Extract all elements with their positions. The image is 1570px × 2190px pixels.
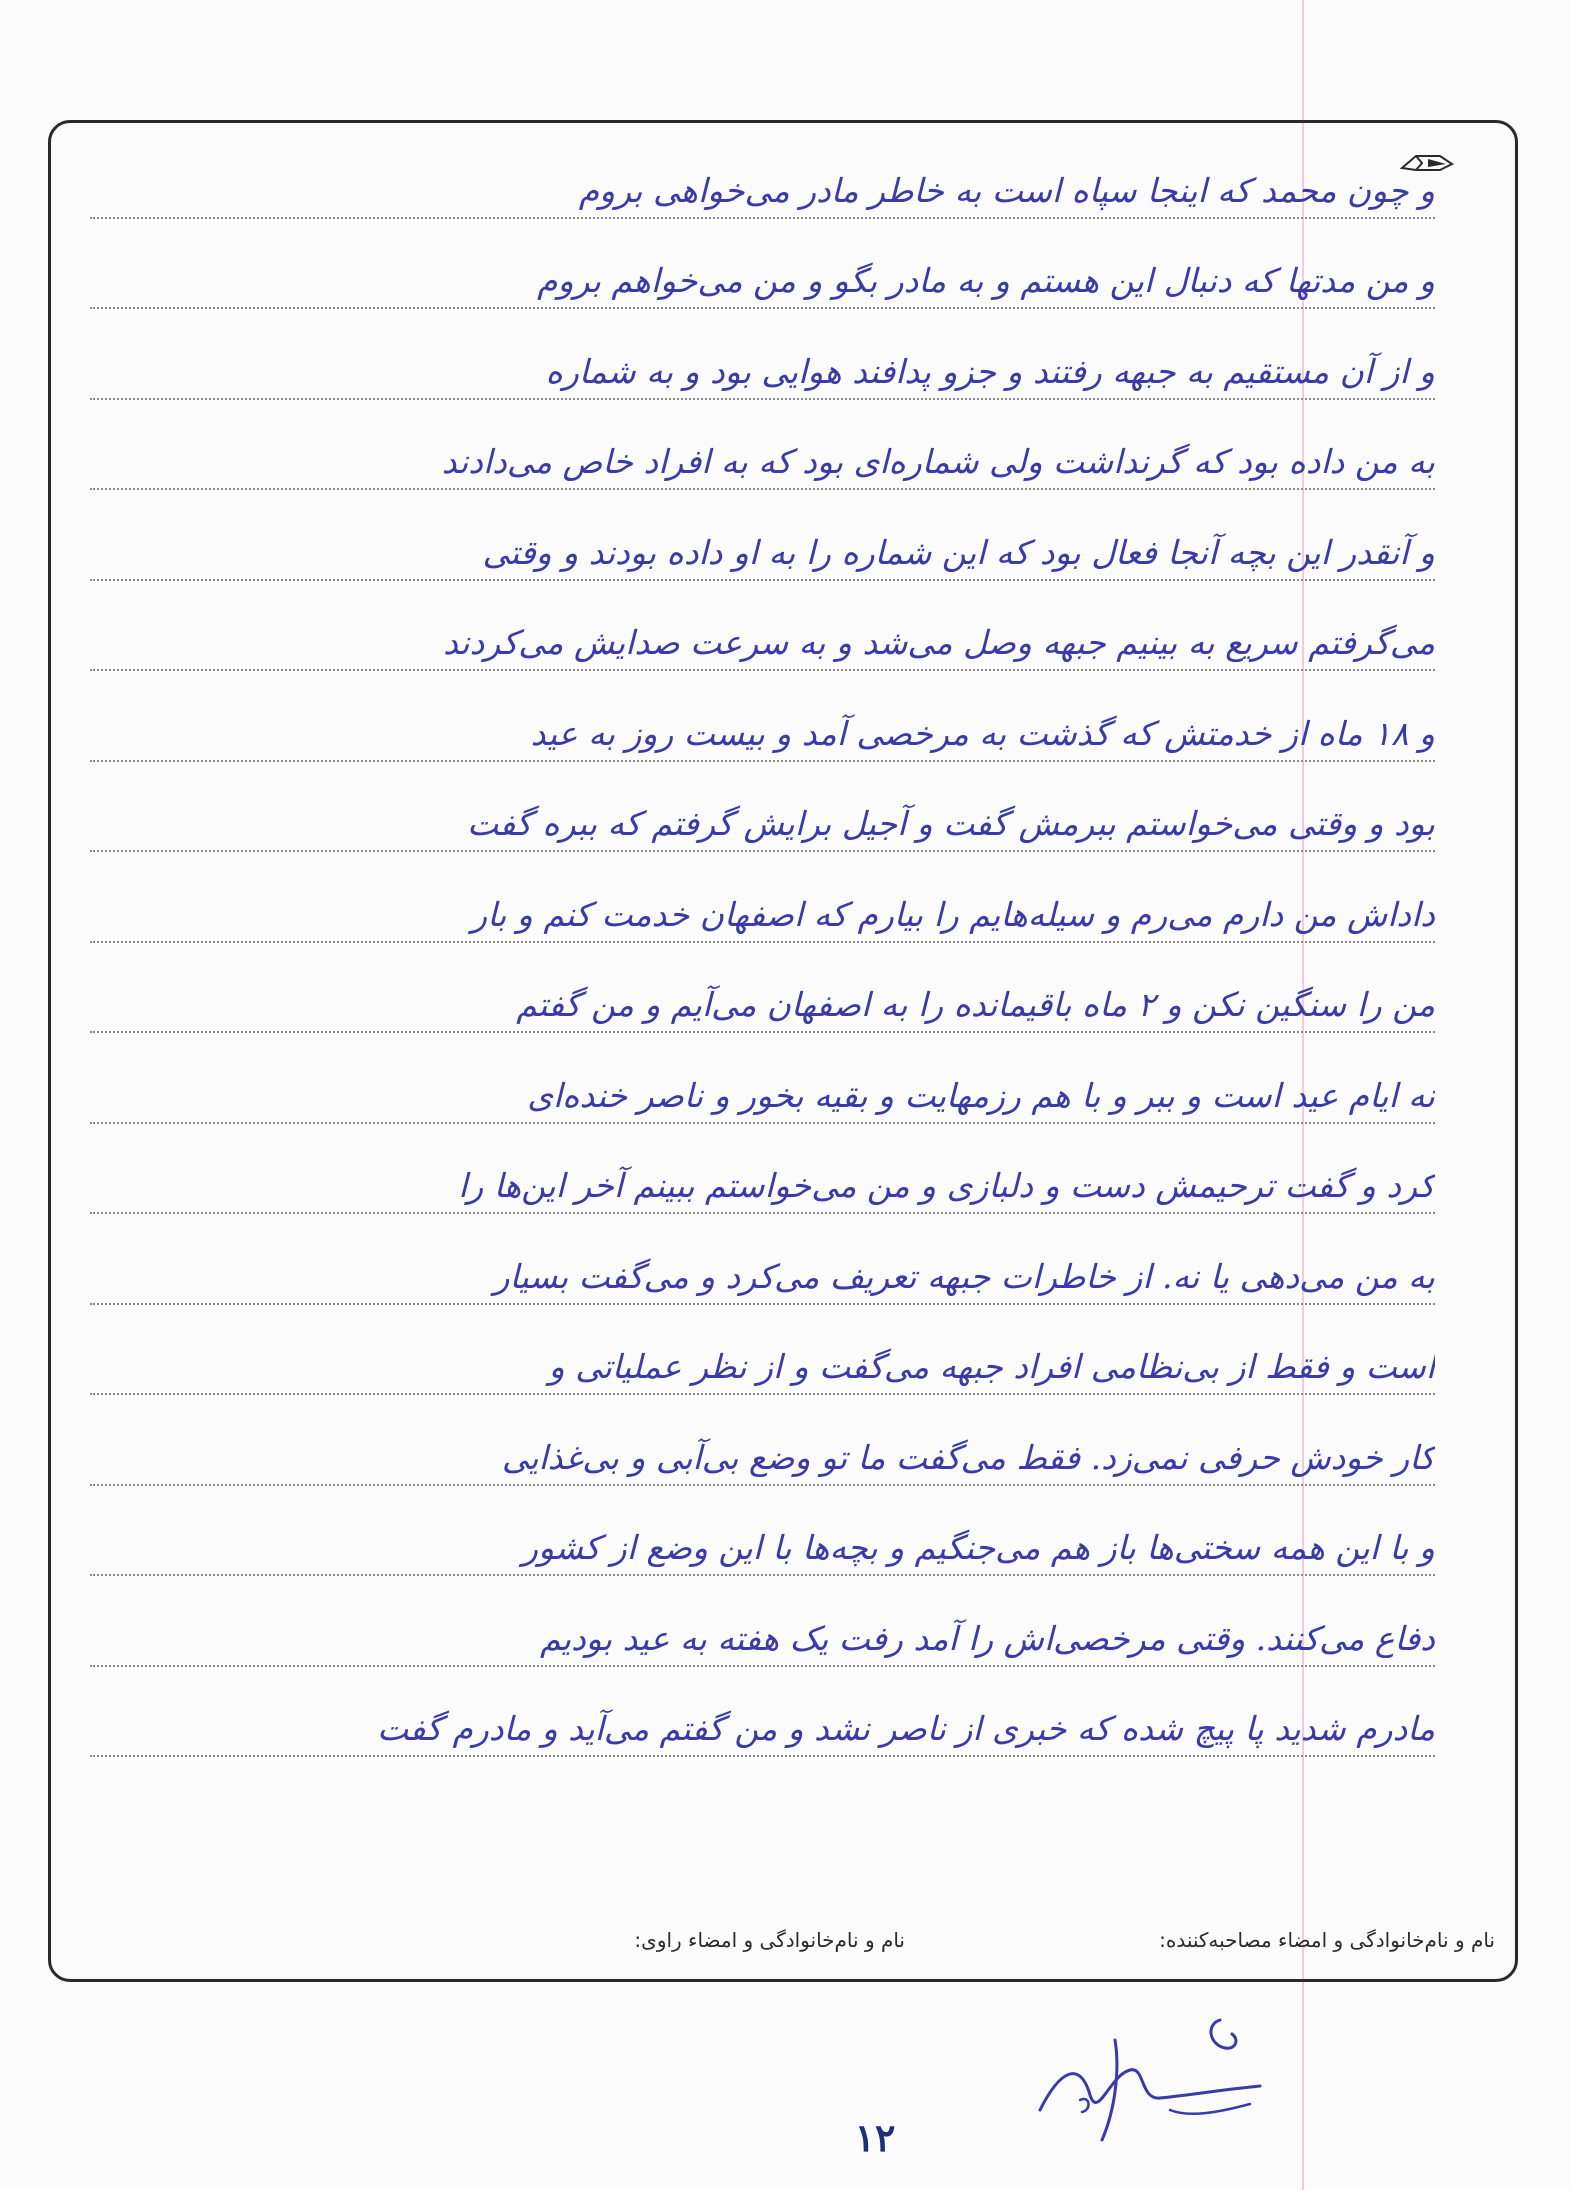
interviewer-signature-label: نام و نام‌خانوادگی و امضاء مصاحبه‌کننده:: [1159, 1928, 1495, 1952]
text-line: [90, 581, 1435, 672]
line-text: مادرم شدید پا پیچ شده که خبری از ناصر نشد و من گفتم می‌آید و مادرم گفت: [377, 1709, 1435, 1749]
text-line: [90, 1033, 1435, 1124]
text-line: [90, 762, 1435, 853]
line-text: و با این همه سختی‌ها باز هم می‌جنگیم و بچه‌ها با این وضع از کشور: [522, 1528, 1435, 1568]
line-text: به من می‌دهی یا نه. از خاطرات جبهه تعریف می‌کرد و می‌گفت بسیار: [493, 1256, 1435, 1296]
line-text: کرد و گفت ترحیمش دست و دلبازی و من می‌خواستم ببینم آخر این‌ها را: [458, 1166, 1435, 1206]
line-text: و ۱۸ ماه از خدمتش که گذشت به مرخصی آمد و بیست روز به عید: [530, 713, 1435, 753]
text-line: [90, 1486, 1435, 1577]
line-text: و من مدتها که دنبال این هستم و به مادر بگو و من می‌خواهم بروم: [537, 261, 1435, 301]
text-line: [90, 671, 1435, 762]
line-text: به من داده بود که گرنداشت ولی شماره‌ای بود که به افراد خاص می‌دادند: [441, 442, 1435, 482]
line-text: کار خودش حرفی نمی‌زد. فقط می‌گفت ما تو وضع بی‌آبی و بی‌غذایی: [501, 1437, 1435, 1477]
text-line: [90, 219, 1435, 310]
page-number: ۱۲: [854, 2115, 896, 2160]
text-line: [90, 1395, 1435, 1486]
line-text: است و فقط از بی‌نظامی افراد جبهه می‌گفت و از نظر عملیاتی و: [548, 1347, 1435, 1387]
line-text: و از آن مستقیم به جبهه رفتند و جزو پدافند هوایی بود و به شماره: [545, 351, 1435, 391]
text-line: [90, 1124, 1435, 1215]
text-line: [90, 400, 1435, 491]
form-footer: [70, 1922, 1495, 1962]
line-text: بود و وقتی می‌خواستم ببرمش گفت و آجیل برایش گرفتم که ببره گفت: [467, 804, 1435, 844]
text-line: [90, 943, 1435, 1034]
text-line: [90, 1305, 1435, 1396]
signature-mark: [1020, 2000, 1280, 2150]
text-line: [90, 1576, 1435, 1667]
line-text: داداش من دارم می‌رم و سیله‌هایم را بیارم که اصفهان خدمت کنم و بار: [471, 894, 1435, 934]
text-line: [90, 1214, 1435, 1305]
text-line: [90, 490, 1435, 581]
line-text: نه ایام عید است و ببر و با هم رزمهایت و بقیه بخور و ناصر خنده‌ای: [527, 1075, 1435, 1115]
text-line: [90, 128, 1435, 219]
line-text: و چون محمد که اینجا سپاه است به خاطر مادر می‌خواهی بروم: [578, 170, 1435, 210]
line-text: و آنقدر این بچه آنجا فعال بود که این شماره را به او داده بودند و وقتی: [482, 532, 1435, 572]
line-text: می‌گرفتم سریع به بینیم جبهه وصل می‌شد و به سرعت صدایش می‌کردند: [443, 623, 1435, 663]
handwritten-lines: [90, 128, 1435, 1757]
text-line: [90, 1667, 1435, 1758]
text-line: [90, 852, 1435, 943]
narrator-signature-label: نام و نام‌خانوادگی و امضاء راوی:: [634, 1928, 905, 1952]
text-line: [90, 309, 1435, 400]
line-text: دفاع می‌کنند. وقتی مرخصی‌اش را آمد رفت یک هفته به عید بودیم: [539, 1618, 1435, 1658]
line-text: من را سنگین نکن و ۲ ماه باقیمانده را به اصفهان می‌آیم و من گفتم: [516, 985, 1435, 1025]
